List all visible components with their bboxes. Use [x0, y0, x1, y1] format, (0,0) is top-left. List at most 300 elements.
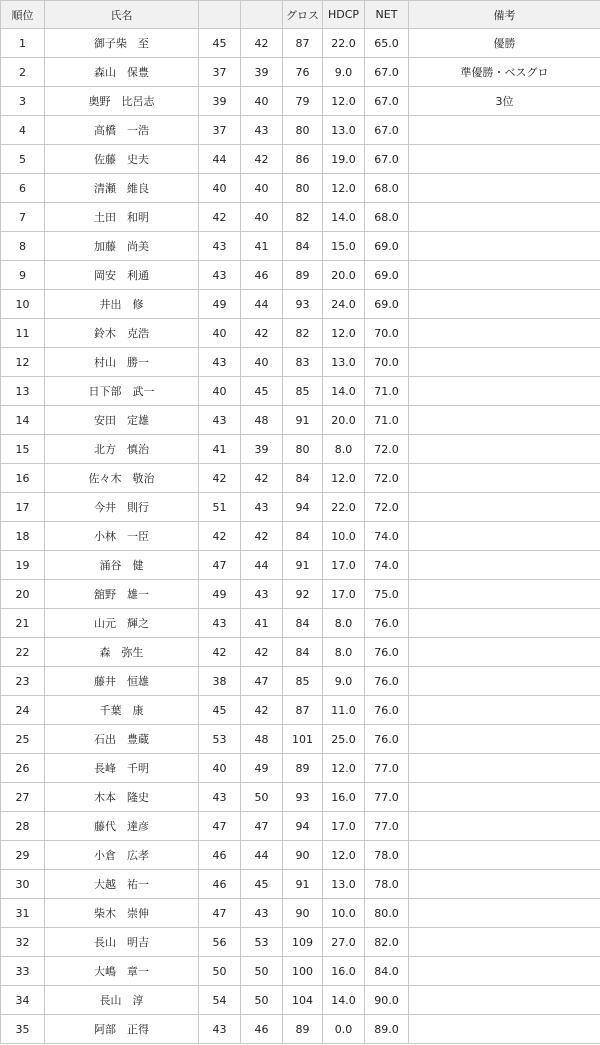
name-cell: 藤井 恒雄 [45, 667, 199, 696]
out-score-cell: 40 [199, 319, 241, 348]
in-score-cell: 50 [241, 783, 283, 812]
gross-cell: 87 [283, 29, 323, 58]
note-cell [409, 638, 600, 667]
table-row [1, 493, 600, 522]
hdcp-cell: 9.0 [323, 667, 365, 696]
name-cell: 小倉 広孝 [45, 841, 199, 870]
name-cell: 村山 勝一 [45, 348, 199, 377]
name-cell: 柴木 崇伸 [45, 899, 199, 928]
net-cell: 77.0 [365, 812, 409, 841]
out-score-cell: 37 [199, 116, 241, 145]
in-score-cell: 43 [241, 116, 283, 145]
in-score-cell: 42 [241, 29, 283, 58]
rank-cell: 23 [1, 667, 45, 696]
table-row [1, 203, 600, 232]
hdcp-cell: 12.0 [323, 464, 365, 493]
table-body [1, 29, 600, 1044]
gross-cell: 79 [283, 87, 323, 116]
in-score-cell: 41 [241, 609, 283, 638]
hdcp-cell: 17.0 [323, 551, 365, 580]
out-score-cell: 45 [199, 29, 241, 58]
in-score-cell: 45 [241, 870, 283, 899]
net-cell: 82.0 [365, 928, 409, 957]
name-cell: 清瀬 維良 [45, 174, 199, 203]
net-cell: 70.0 [365, 348, 409, 377]
name-cell: 千葉 康 [45, 696, 199, 725]
gross-cell: 85 [283, 667, 323, 696]
gross-cell: 84 [283, 464, 323, 493]
note-cell [409, 609, 600, 638]
rank-cell: 19 [1, 551, 45, 580]
out-score-cell: 43 [199, 348, 241, 377]
gross-cell: 100 [283, 957, 323, 986]
in-score-cell: 42 [241, 319, 283, 348]
gross-cell: 93 [283, 783, 323, 812]
net-cell: 68.0 [365, 174, 409, 203]
net-cell: 67.0 [365, 58, 409, 87]
table-row [1, 725, 600, 754]
out-score-cell: 49 [199, 290, 241, 319]
gross-cell: 93 [283, 290, 323, 319]
hdcp-cell: 16.0 [323, 783, 365, 812]
gross-cell: 94 [283, 812, 323, 841]
header-in [241, 1, 283, 29]
net-cell: 69.0 [365, 261, 409, 290]
table-row [1, 261, 600, 290]
table-row [1, 870, 600, 899]
note-cell [409, 841, 600, 870]
out-score-cell: 41 [199, 435, 241, 464]
rank-cell: 28 [1, 812, 45, 841]
out-score-cell: 38 [199, 667, 241, 696]
rank-cell: 21 [1, 609, 45, 638]
rank-cell: 10 [1, 290, 45, 319]
in-score-cell: 42 [241, 522, 283, 551]
gross-cell: 101 [283, 725, 323, 754]
note-cell [409, 435, 600, 464]
header-rank: 順位 [1, 1, 45, 29]
net-cell: 78.0 [365, 841, 409, 870]
in-score-cell: 42 [241, 638, 283, 667]
rank-cell: 1 [1, 29, 45, 58]
hdcp-cell: 0.0 [323, 1015, 365, 1044]
in-score-cell: 49 [241, 754, 283, 783]
table-row [1, 87, 600, 116]
gross-cell: 91 [283, 551, 323, 580]
header-name: 氏名 [45, 1, 199, 29]
in-score-cell: 43 [241, 580, 283, 609]
name-cell: 岡安 利通 [45, 261, 199, 290]
note-cell [409, 725, 600, 754]
gross-cell: 91 [283, 406, 323, 435]
net-cell: 74.0 [365, 522, 409, 551]
in-score-cell: 46 [241, 261, 283, 290]
table-row [1, 290, 600, 319]
note-cell [409, 406, 600, 435]
table-row [1, 783, 600, 812]
gross-cell: 84 [283, 522, 323, 551]
note-cell [409, 551, 600, 580]
hdcp-cell: 17.0 [323, 812, 365, 841]
table-row [1, 841, 600, 870]
out-score-cell: 50 [199, 957, 241, 986]
name-cell: 長山 明吉 [45, 928, 199, 957]
table-row [1, 696, 600, 725]
net-cell: 68.0 [365, 203, 409, 232]
rank-cell: 18 [1, 522, 45, 551]
in-score-cell: 45 [241, 377, 283, 406]
in-score-cell: 42 [241, 464, 283, 493]
gross-cell: 89 [283, 754, 323, 783]
hdcp-cell: 10.0 [323, 899, 365, 928]
rank-cell: 9 [1, 261, 45, 290]
hdcp-cell: 22.0 [323, 493, 365, 522]
table-header [1, 1, 600, 29]
note-cell [409, 870, 600, 899]
table-row [1, 29, 600, 58]
note-cell [409, 377, 600, 406]
in-score-cell: 48 [241, 725, 283, 754]
note-cell [409, 696, 600, 725]
rank-cell: 15 [1, 435, 45, 464]
out-score-cell: 42 [199, 522, 241, 551]
net-cell: 72.0 [365, 464, 409, 493]
in-score-cell: 40 [241, 87, 283, 116]
net-cell: 78.0 [365, 870, 409, 899]
name-cell: 大嶋 章一 [45, 957, 199, 986]
note-cell [409, 754, 600, 783]
rank-cell: 11 [1, 319, 45, 348]
out-score-cell: 46 [199, 870, 241, 899]
gross-cell: 84 [283, 609, 323, 638]
net-cell: 71.0 [365, 377, 409, 406]
out-score-cell: 49 [199, 580, 241, 609]
net-cell: 76.0 [365, 667, 409, 696]
name-cell: 佐藤 史夫 [45, 145, 199, 174]
net-cell: 70.0 [365, 319, 409, 348]
in-score-cell: 50 [241, 957, 283, 986]
hdcp-cell: 22.0 [323, 29, 365, 58]
out-score-cell: 44 [199, 145, 241, 174]
note-cell [409, 464, 600, 493]
gross-cell: 94 [283, 493, 323, 522]
note-cell [409, 928, 600, 957]
name-cell: 北方 慎治 [45, 435, 199, 464]
note-cell: 準優勝・ベスグロ [409, 58, 600, 87]
out-score-cell: 45 [199, 696, 241, 725]
name-cell: 涌谷 健 [45, 551, 199, 580]
in-score-cell: 40 [241, 348, 283, 377]
in-score-cell: 43 [241, 493, 283, 522]
out-score-cell: 43 [199, 783, 241, 812]
name-cell: 井出 修 [45, 290, 199, 319]
net-cell: 69.0 [365, 232, 409, 261]
table-row [1, 1015, 600, 1044]
hdcp-cell: 20.0 [323, 261, 365, 290]
note-cell [409, 493, 600, 522]
out-score-cell: 43 [199, 406, 241, 435]
table-row [1, 522, 600, 551]
hdcp-cell: 9.0 [323, 58, 365, 87]
rank-cell: 30 [1, 870, 45, 899]
table-row [1, 232, 600, 261]
out-score-cell: 40 [199, 174, 241, 203]
hdcp-cell: 24.0 [323, 290, 365, 319]
rank-cell: 26 [1, 754, 45, 783]
hdcp-cell: 13.0 [323, 870, 365, 899]
out-score-cell: 47 [199, 812, 241, 841]
out-score-cell: 42 [199, 638, 241, 667]
table-row [1, 754, 600, 783]
net-cell: 71.0 [365, 406, 409, 435]
in-score-cell: 42 [241, 696, 283, 725]
table-row [1, 348, 600, 377]
rank-cell: 25 [1, 725, 45, 754]
name-cell: 今井 則行 [45, 493, 199, 522]
out-score-cell: 39 [199, 87, 241, 116]
rank-cell: 3 [1, 87, 45, 116]
net-cell: 89.0 [365, 1015, 409, 1044]
hdcp-cell: 27.0 [323, 928, 365, 957]
name-cell: 森山 保豊 [45, 58, 199, 87]
net-cell: 84.0 [365, 957, 409, 986]
gross-cell: 85 [283, 377, 323, 406]
out-score-cell: 40 [199, 377, 241, 406]
hdcp-cell: 14.0 [323, 986, 365, 1015]
hdcp-cell: 8.0 [323, 435, 365, 464]
net-cell: 67.0 [365, 145, 409, 174]
rank-cell: 16 [1, 464, 45, 493]
name-cell: 山元 輝之 [45, 609, 199, 638]
name-cell: 森 弥生 [45, 638, 199, 667]
hdcp-cell: 12.0 [323, 841, 365, 870]
gross-cell: 90 [283, 899, 323, 928]
name-cell: 日下部 武一 [45, 377, 199, 406]
in-score-cell: 44 [241, 290, 283, 319]
in-score-cell: 43 [241, 899, 283, 928]
table-row [1, 174, 600, 203]
name-cell: 長山 淳 [45, 986, 199, 1015]
gross-cell: 86 [283, 145, 323, 174]
name-cell: 御子柴 至 [45, 29, 199, 58]
name-cell: 鈴木 克浩 [45, 319, 199, 348]
in-score-cell: 39 [241, 435, 283, 464]
rank-cell: 7 [1, 203, 45, 232]
header-net: NET [365, 1, 409, 29]
table-row [1, 609, 600, 638]
rank-cell: 4 [1, 116, 45, 145]
note-cell [409, 580, 600, 609]
gross-cell: 84 [283, 232, 323, 261]
rank-cell: 20 [1, 580, 45, 609]
note-cell: 優勝 [409, 29, 600, 58]
table-row [1, 145, 600, 174]
rank-cell: 14 [1, 406, 45, 435]
rank-cell: 2 [1, 58, 45, 87]
gross-cell: 80 [283, 116, 323, 145]
out-score-cell: 47 [199, 899, 241, 928]
net-cell: 76.0 [365, 696, 409, 725]
rank-cell: 35 [1, 1015, 45, 1044]
net-cell: 74.0 [365, 551, 409, 580]
rank-cell: 8 [1, 232, 45, 261]
rank-cell: 6 [1, 174, 45, 203]
gross-cell: 83 [283, 348, 323, 377]
out-score-cell: 42 [199, 203, 241, 232]
name-cell: 小林 一臣 [45, 522, 199, 551]
note-cell [409, 667, 600, 696]
gross-cell: 89 [283, 261, 323, 290]
rank-cell: 32 [1, 928, 45, 957]
name-cell: 長峰 千明 [45, 754, 199, 783]
net-cell: 77.0 [365, 754, 409, 783]
note-cell [409, 232, 600, 261]
hdcp-cell: 19.0 [323, 145, 365, 174]
table-row [1, 580, 600, 609]
note-cell [409, 348, 600, 377]
hdcp-cell: 25.0 [323, 725, 365, 754]
table-row [1, 638, 600, 667]
note-cell [409, 957, 600, 986]
hdcp-cell: 16.0 [323, 957, 365, 986]
table-row [1, 986, 600, 1015]
hdcp-cell: 12.0 [323, 319, 365, 348]
name-cell: 石出 豊蔵 [45, 725, 199, 754]
net-cell: 75.0 [365, 580, 409, 609]
hdcp-cell: 12.0 [323, 754, 365, 783]
rank-cell: 31 [1, 899, 45, 928]
in-score-cell: 40 [241, 174, 283, 203]
note-cell [409, 812, 600, 841]
hdcp-cell: 12.0 [323, 174, 365, 203]
in-score-cell: 40 [241, 203, 283, 232]
header-row [1, 1, 600, 29]
note-cell [409, 116, 600, 145]
in-score-cell: 50 [241, 986, 283, 1015]
gross-cell: 82 [283, 319, 323, 348]
gross-cell: 91 [283, 870, 323, 899]
note-cell [409, 783, 600, 812]
out-score-cell: 46 [199, 841, 241, 870]
hdcp-cell: 13.0 [323, 116, 365, 145]
note-cell [409, 986, 600, 1015]
name-cell: 舘野 雄一 [45, 580, 199, 609]
name-cell: 高橋 一浩 [45, 116, 199, 145]
out-score-cell: 51 [199, 493, 241, 522]
out-score-cell: 56 [199, 928, 241, 957]
note-cell [409, 174, 600, 203]
table-row [1, 116, 600, 145]
in-score-cell: 44 [241, 551, 283, 580]
out-score-cell: 43 [199, 609, 241, 638]
hdcp-cell: 12.0 [323, 87, 365, 116]
rank-cell: 29 [1, 841, 45, 870]
in-score-cell: 46 [241, 1015, 283, 1044]
in-score-cell: 42 [241, 145, 283, 174]
rank-cell: 22 [1, 638, 45, 667]
gross-cell: 82 [283, 203, 323, 232]
header-gross: グロス [283, 1, 323, 29]
name-cell: 奥野 比呂志 [45, 87, 199, 116]
table-row [1, 464, 600, 493]
net-cell: 76.0 [365, 638, 409, 667]
note-cell [409, 145, 600, 174]
name-cell: 土田 和明 [45, 203, 199, 232]
name-cell: 阿部 正得 [45, 1015, 199, 1044]
rank-cell: 12 [1, 348, 45, 377]
name-cell: 大越 祐一 [45, 870, 199, 899]
hdcp-cell: 17.0 [323, 580, 365, 609]
table-row [1, 406, 600, 435]
in-score-cell: 47 [241, 667, 283, 696]
note-cell [409, 203, 600, 232]
net-cell: 76.0 [365, 609, 409, 638]
net-cell: 72.0 [365, 435, 409, 464]
in-score-cell: 41 [241, 232, 283, 261]
net-cell: 67.0 [365, 116, 409, 145]
rank-cell: 5 [1, 145, 45, 174]
table-row [1, 928, 600, 957]
hdcp-cell: 10.0 [323, 522, 365, 551]
header-out [199, 1, 241, 29]
note-cell [409, 522, 600, 551]
net-cell: 65.0 [365, 29, 409, 58]
table-row [1, 58, 600, 87]
rank-cell: 33 [1, 957, 45, 986]
gross-cell: 80 [283, 435, 323, 464]
name-cell: 佐々木 敬治 [45, 464, 199, 493]
net-cell: 77.0 [365, 783, 409, 812]
hdcp-cell: 13.0 [323, 348, 365, 377]
gross-cell: 92 [283, 580, 323, 609]
table-row [1, 812, 600, 841]
net-cell: 69.0 [365, 290, 409, 319]
table-row [1, 319, 600, 348]
table-row [1, 899, 600, 928]
hdcp-cell: 14.0 [323, 377, 365, 406]
table-row [1, 957, 600, 986]
note-cell [409, 1015, 600, 1044]
in-score-cell: 48 [241, 406, 283, 435]
in-score-cell: 47 [241, 812, 283, 841]
in-score-cell: 53 [241, 928, 283, 957]
out-score-cell: 43 [199, 1015, 241, 1044]
in-score-cell: 39 [241, 58, 283, 87]
note-cell [409, 290, 600, 319]
net-cell: 90.0 [365, 986, 409, 1015]
hdcp-cell: 8.0 [323, 609, 365, 638]
name-cell: 加藤 尚美 [45, 232, 199, 261]
header-hdcp: HDCP [323, 1, 365, 29]
out-score-cell: 37 [199, 58, 241, 87]
table-row [1, 435, 600, 464]
name-cell: 藤代 達彦 [45, 812, 199, 841]
gross-cell: 90 [283, 841, 323, 870]
table-row [1, 551, 600, 580]
net-cell: 76.0 [365, 725, 409, 754]
note-cell [409, 261, 600, 290]
net-cell: 67.0 [365, 87, 409, 116]
gross-cell: 76 [283, 58, 323, 87]
gross-cell: 87 [283, 696, 323, 725]
note-cell [409, 899, 600, 928]
gross-cell: 109 [283, 928, 323, 957]
gross-cell: 104 [283, 986, 323, 1015]
rank-cell: 17 [1, 493, 45, 522]
in-score-cell: 44 [241, 841, 283, 870]
out-score-cell: 47 [199, 551, 241, 580]
header-note: 備考 [409, 1, 600, 29]
